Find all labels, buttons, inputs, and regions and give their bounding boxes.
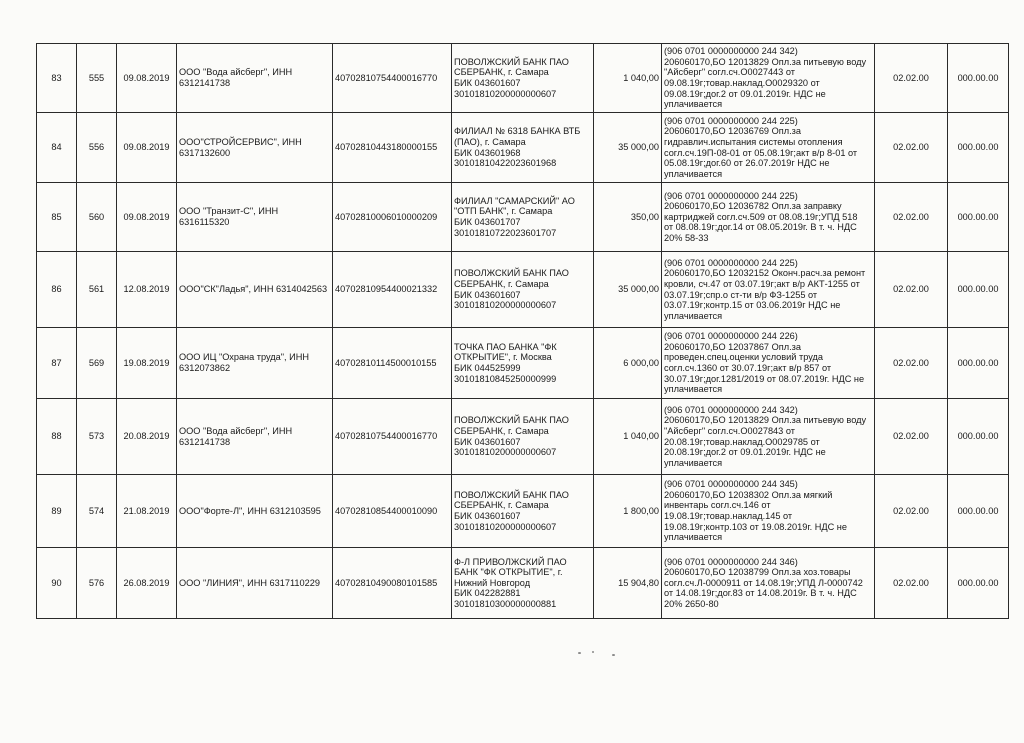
bank-cell-line: 30101810200000000607 (454, 521, 557, 532)
date-cell: 12.08.2019 (117, 252, 177, 328)
payee-cell: ООО "Вода айсберг", ИНН 6312141738 (177, 399, 333, 475)
amount-cell: 1 040,00 (594, 399, 662, 475)
purpose-cell-line: 206060170,БО 12037867 Опл.за (664, 341, 801, 352)
purpose-cell-line: согл.сч.1360 от 30.07.19г;акт в/р 857 от (664, 363, 832, 373)
code-cell: 02.02.00 (875, 183, 948, 252)
purpose-cell-line: 03.07.19г;контр.15 от 03.06.2019г НДС не (664, 300, 841, 311)
purpose-cell-line: (906 0701 0000000000 244 225) (664, 257, 798, 268)
bank-cell-line: СБЕРБАНК, г. Самара (454, 278, 549, 289)
code-cell: 02.02.00 (875, 475, 948, 548)
payee-cell: ООО "Транзит-С", ИНН 6316115320 (177, 183, 333, 252)
bank-cell-line: "ОТП БАНК", г. Самара (454, 206, 553, 217)
bank-cell-line: БИК 043601607 (454, 78, 521, 88)
bank-cell (452, 252, 594, 328)
row-number-cell: 90 (37, 548, 77, 619)
purpose-cell-line: "Айсберг" согл.сч.О0027843 от (664, 425, 795, 436)
code-cell: 02.02.00 (875, 44, 948, 113)
purpose-cell-line: 20% 58-33 (664, 232, 709, 243)
purpose-cell-line: гидравлич.испытания системы отопления (664, 136, 843, 147)
code-value-cell: 000.00.00 (948, 44, 1009, 113)
date-cell: 26.08.2019 (117, 548, 177, 619)
purpose-cell-line: (906 0701 0000000000 244 346) (664, 556, 798, 567)
purpose-cell-line: 05.08.19г;дог.60 от 26.07.2019г НДС не (664, 158, 830, 169)
bank-cell-line: СБЕРБАНК, г. Самара (454, 425, 549, 436)
bank-cell-line: БИК 043601607 (454, 511, 521, 521)
amount-cell: 35 000,00 (594, 113, 662, 183)
purpose-cell-line: 206060170,БО 12036782 Опл.за заправку (664, 201, 842, 212)
bank-cell (452, 548, 594, 619)
bank-cell-line: ФИЛИАЛ "САМАРСКИЙ" АО (454, 195, 575, 206)
purpose-cell-line: уплачивается (664, 457, 723, 468)
amount-cell: 1 040,00 (594, 44, 662, 113)
purpose-cell-line: уплачивается (664, 532, 723, 543)
purpose-cell-line: согл.сч.19П-08-01 от 05.08.19г;акт в/р 8-01 от (664, 147, 858, 158)
bank-cell-line: БИК 043601607 (454, 289, 521, 300)
document-number-cell: 569 (77, 328, 117, 399)
code-value-cell: 000.00.00 (948, 548, 1009, 619)
purpose-cell (662, 183, 875, 252)
document-number-cell: 574 (77, 475, 117, 548)
row-number-cell: 87 (37, 328, 77, 399)
bank-cell-line: СБЕРБАНК, г. Самара (454, 500, 549, 511)
purpose-cell-line: 03.07.19г;спр.о ст-ти в/р ФЗ-1255 от (664, 289, 818, 300)
code-value-cell: 000.00.00 (948, 328, 1009, 399)
account-cell: 40702810114500010155 (333, 328, 452, 399)
date-cell: 19.08.2019 (117, 328, 177, 399)
row-number-cell: 85 (37, 183, 77, 252)
bank-cell (452, 399, 594, 475)
purpose-cell-line: уплачивается (664, 99, 723, 110)
code-value-cell: 000.00.00 (948, 183, 1009, 252)
date-cell: 21.08.2019 (117, 475, 177, 548)
code-value-cell: 000.00.00 (948, 113, 1009, 183)
purpose-cell-line: 09.08.19г;товар.наклад.О0029320 от (664, 78, 820, 88)
bank-cell-line: 30101810845250000999 (454, 373, 557, 384)
purpose-cell-line: кровли, сч.47 от 03.07.19г;акт в/р АКТ-1255 от (664, 278, 860, 289)
account-cell: 40702810006010000209 (333, 183, 452, 252)
purpose-cell (662, 475, 875, 548)
code-cell: 02.02.00 (875, 399, 948, 475)
bank-cell-line: БАНК "ФК ОТКРЫТИЕ", г. (454, 567, 563, 578)
purpose-cell (662, 399, 875, 475)
payee-cell: ООО ИЦ "Охрана труда", ИНН 6312073862 (177, 328, 333, 399)
purpose-cell-line: 206060170,БО 12038799 Опл.за хоз.товары (664, 567, 851, 578)
purpose-cell (662, 44, 875, 113)
bank-cell-line: Нижний Новгород (454, 577, 531, 588)
row-number-cell: 86 (37, 252, 77, 328)
purpose-cell-line: 19.08.19г;товар.наклад.145 от (664, 511, 793, 521)
code-cell: 02.02.00 (875, 548, 948, 619)
amount-cell: 350,00 (594, 183, 662, 252)
code-value-cell: 000.00.00 (948, 475, 1009, 548)
bank-cell-line: ФИЛИАЛ № 6318 БАНКА ВТБ (454, 126, 581, 137)
bank-cell-line: БИК 043601707 (454, 217, 521, 227)
document-number-cell: 576 (77, 548, 117, 619)
bank-cell-line: ТОЧКА ПАО БАНКА "ФК (454, 341, 557, 352)
purpose-cell-line: от 14.08.19г;дог.83 от 14.08.2019г. В т. ч. НДС (664, 588, 857, 599)
purpose-cell-line: уплачивается (664, 168, 723, 179)
purpose-cell-line: инвентарь согл.сч.146 от (664, 500, 771, 511)
purpose-cell-line: 20.08.19г;дог.2 от 09.01.2019г. НДС не (664, 447, 826, 458)
amount-cell: 35 000,00 (594, 252, 662, 328)
bank-cell (452, 113, 594, 183)
bank-cell-line: 30101810200000000607 (454, 447, 557, 458)
table-row (37, 475, 1009, 548)
bank-cell-line: 30101810300000000881 (454, 598, 557, 609)
table-row (37, 548, 1009, 619)
purpose-cell-line: (906 0701 0000000000 244 342) (664, 46, 798, 57)
purpose-cell (662, 113, 875, 183)
purpose-cell-line: (906 0701 0000000000 244 345) (664, 479, 798, 490)
bank-cell-line: БИК 044525999 (454, 363, 521, 373)
code-cell: 02.02.00 (875, 252, 948, 328)
payee-cell: ООО "ЛИНИЯ", ИНН 6317110229 (177, 548, 333, 619)
purpose-cell-line: (906 0701 0000000000 244 225) (664, 190, 798, 201)
payee-cell: ООО"СК"Ладья", ИНН 6314042563 (177, 252, 333, 328)
scan-speck (578, 652, 581, 654)
purpose-cell-line: 206060170,БО 12013829 Опл.за питьевую воду (664, 56, 867, 67)
purpose-cell-line: 206060170,БО 12036769 Опл.за (664, 126, 801, 137)
bank-cell (452, 44, 594, 113)
payment-register-table (36, 43, 1009, 619)
purpose-cell-line: 30.07.19г;дог.1281/2019 от 08.07.2019г. НДС не (664, 373, 865, 384)
table-row (37, 399, 1009, 475)
purpose-cell (662, 252, 875, 328)
bank-cell-line: ПОВОЛЖСКИЙ БАНК ПАО (454, 489, 569, 500)
bank-cell-line: 30101810422023601968 (454, 158, 557, 169)
bank-cell-line: 30101810722023601707 (454, 227, 557, 238)
bank-cell-line: Ф-Л ПРИВОЛЖСКИЙ ПАО (454, 556, 567, 567)
account-cell: 40702810754400016770 (333, 399, 452, 475)
date-cell: 09.08.2019 (117, 183, 177, 252)
purpose-cell-line: (906 0701 0000000000 244 226) (664, 331, 798, 342)
row-number-cell: 84 (37, 113, 77, 183)
amount-cell: 6 000,00 (594, 328, 662, 399)
date-cell: 09.08.2019 (117, 113, 177, 183)
bank-cell-line: 30101810200000000607 (454, 88, 557, 99)
payee-cell: ООО"СТРОЙСЕРВИС", ИНН 6317132600 (177, 113, 333, 183)
bank-cell-line: (ПАО), г. Самара (454, 136, 526, 147)
purpose-cell-line: согл.сч.Л-0000911 от 14.08.19г;УПД Л-0000742 (664, 577, 863, 588)
bank-cell-line: ПОВОЛЖСКИЙ БАНК ПАО (454, 268, 569, 279)
bank-cell (452, 475, 594, 548)
purpose-cell (662, 328, 875, 399)
amount-cell: 1 800,00 (594, 475, 662, 548)
code-cell: 02.02.00 (875, 113, 948, 183)
bank-cell-line: ОТКРЫТИЕ", г. Москва (454, 352, 552, 363)
bank-cell (452, 328, 594, 399)
row-number-cell: 89 (37, 475, 77, 548)
row-number-cell: 83 (37, 44, 77, 113)
account-cell: 40702810754400016770 (333, 44, 452, 113)
payee-cell: ООО"Форте-Л", ИНН 6312103595 (177, 475, 333, 548)
row-number-cell: 88 (37, 399, 77, 475)
purpose-cell-line: "Айсберг" согл.сч.О0027443 от (664, 67, 795, 78)
purpose-cell-line: 20% 2650-80 (664, 598, 719, 609)
account-cell: 40702810490080101585 (333, 548, 452, 619)
purpose-cell-line: (906 0701 0000000000 244 225) (664, 115, 798, 126)
table-row (37, 44, 1009, 113)
register-rows (37, 44, 1009, 619)
document-number-cell: 560 (77, 183, 117, 252)
document-number-cell: 561 (77, 252, 117, 328)
purpose-cell-line: уплачивается (664, 384, 723, 395)
purpose-cell-line: картриджей согл.сч.509 от 08.08.19г;УПД 518 (664, 211, 858, 222)
purpose-cell-line: проведен.спец.оценки условий труда (664, 352, 823, 363)
purpose-cell-line: 206060170,БО 12013829 Опл.за питьевую воду (664, 415, 867, 426)
purpose-cell (662, 548, 875, 619)
table-row (37, 183, 1009, 252)
date-cell: 09.08.2019 (117, 44, 177, 113)
bank-cell-line: БИК 043601607 (454, 436, 521, 447)
purpose-cell-line: 20.08.19г;товар.наклад.О0029785 от (664, 436, 820, 447)
document-number-cell: 555 (77, 44, 117, 113)
scan-speck (592, 651, 594, 653)
bank-cell-line: БИК 043601968 (454, 147, 521, 158)
code-value-cell: 000.00.00 (948, 399, 1009, 475)
payee-cell: ООО "Вода айсберг", ИНН 6312141738 (177, 44, 333, 113)
table-row (37, 328, 1009, 399)
purpose-cell-line: 206060170,БО 12032152 Оконч.расч.за ремонт (664, 268, 866, 279)
date-cell: 20.08.2019 (117, 399, 177, 475)
purpose-cell-line: 206060170,БО 12038302 Опл.за мягкий (664, 489, 833, 500)
bank-cell-line: СБЕРБАНК, г. Самара (454, 67, 549, 78)
bank-cell (452, 183, 594, 252)
purpose-cell-line: (906 0701 0000000000 244 342) (664, 404, 798, 415)
account-cell: 40702810954400021332 (333, 252, 452, 328)
purpose-cell-line: от 08.08.19г;дог.14 от 08.05.2019г. В т. ч. НДС (664, 222, 857, 233)
bank-cell-line: ПОВОЛЖСКИЙ БАНК ПАО (454, 415, 569, 426)
scan-speck (612, 654, 615, 656)
purpose-cell-line: 09.08.19г;дог.2 от 09.01.2019г. НДС не (664, 88, 826, 99)
account-cell: 40702810854400010090 (333, 475, 452, 548)
table-row (37, 252, 1009, 328)
code-cell: 02.02.00 (875, 328, 948, 399)
account-cell: 40702810443180000155 (333, 113, 452, 183)
bank-cell-line: 30101810200000000607 (454, 300, 557, 311)
bank-cell-line: БИК 042282881 (454, 588, 521, 599)
table-row (37, 113, 1009, 183)
code-value-cell: 000.00.00 (948, 252, 1009, 328)
amount-cell: 15 904,80 (594, 548, 662, 619)
document-number-cell: 556 (77, 113, 117, 183)
purpose-cell-line: уплачивается (664, 310, 723, 321)
document-number-cell: 573 (77, 399, 117, 475)
bank-cell-line: ПОВОЛЖСКИЙ БАНК ПАО (454, 56, 569, 67)
purpose-cell-line: 19.08.19г;контр.103 от 19.08.2019г. НДС не (664, 521, 847, 532)
